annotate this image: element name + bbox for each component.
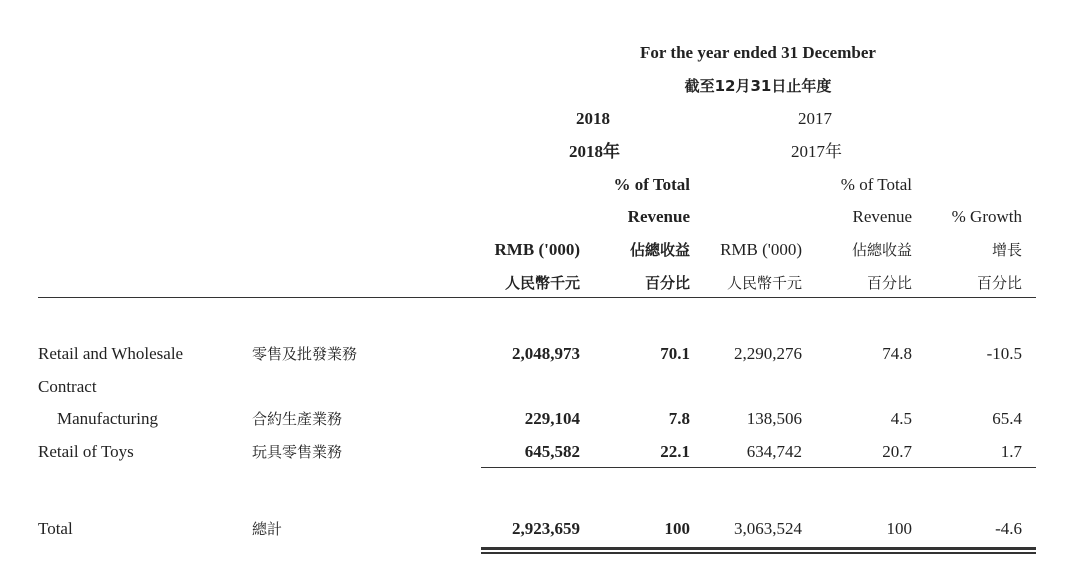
col-pct2018-line2: Revenue xyxy=(627,207,690,226)
period-heading: For the year ended 31 December xyxy=(640,43,876,62)
col-pct2017-line1: % of Total xyxy=(840,175,912,194)
col-rmb2018-en: RMB ('000) xyxy=(494,240,580,259)
row-label-en: Retail of Toys xyxy=(38,442,134,461)
pct-2018-cell: 7.8 xyxy=(668,409,690,428)
rmb-2018-cell: 2,048,973 xyxy=(512,344,580,363)
col-growth-cn1: 增長 xyxy=(991,241,1022,259)
total-label-cn: 總計 xyxy=(252,520,283,538)
row-label-cn: 玩具零售業務 xyxy=(252,443,343,461)
period-heading-cn: 截至12月31日止年度 xyxy=(684,77,832,95)
row-label-en: Retail and Wholesale xyxy=(38,344,184,363)
row-label-en: Contract xyxy=(38,377,97,396)
col-pct2017-line2: Revenue xyxy=(852,207,912,226)
total-pct-2017: 100 xyxy=(886,519,912,538)
rmb-2017-cell: 2,290,276 xyxy=(734,344,802,363)
double-rule-bottom xyxy=(481,552,1036,554)
pct-2017-cell: 74.8 xyxy=(882,344,912,363)
rmb-2017-cell: 138,506 xyxy=(746,409,802,428)
total-rmb-2017: 3,063,524 xyxy=(734,519,802,538)
pct-2018-cell: 70.1 xyxy=(660,344,690,363)
header-rule xyxy=(38,297,1036,298)
total-pct-2018: 100 xyxy=(664,519,690,538)
col-pct2017-cn2: 百分比 xyxy=(866,274,912,292)
col-rmb2017-cn: 人民幣千元 xyxy=(726,274,802,292)
row-label-cn: 零售及批發業務 xyxy=(252,345,358,363)
total-growth: -4.6 xyxy=(995,519,1022,538)
pct-2018-cell: 22.1 xyxy=(660,442,690,461)
year-2017-label: 2017 xyxy=(798,109,832,128)
subtotal-rule xyxy=(481,467,1036,468)
col-growth-cn2: 百分比 xyxy=(976,274,1022,292)
year-2018-cn-label: 2018年 xyxy=(569,142,620,161)
rmb-2017-cell: 634,742 xyxy=(746,442,802,461)
year-2017-cn-label: 2017年 xyxy=(791,142,842,161)
row-label-en-cont: Manufacturing xyxy=(57,409,159,428)
col-rmb2018-cn: 人民幣千元 xyxy=(504,274,580,292)
pct-2017-cell: 20.7 xyxy=(882,442,912,461)
pct-2017-cell: 4.5 xyxy=(890,409,912,428)
rmb-2018-cell: 645,582 xyxy=(524,442,580,461)
growth-cell: 65.4 xyxy=(992,409,1022,428)
row-label-cn: 合約生產業務 xyxy=(252,410,343,428)
col-pct2018-cn2: 百分比 xyxy=(644,274,690,292)
col-growth-en: % Growth xyxy=(951,207,1022,226)
total-label-en: Total xyxy=(38,519,73,538)
year-2018-label: 2018 xyxy=(576,109,610,128)
col-pct2017-cn1: 佔總收益 xyxy=(851,241,912,259)
growth-cell: -10.5 xyxy=(986,344,1022,363)
rmb-2018-cell: 229,104 xyxy=(524,409,580,428)
double-rule-top xyxy=(481,547,1036,550)
col-pct2018-cn1: 佔總收益 xyxy=(629,241,690,259)
col-pct2018-line1: % of Total xyxy=(613,175,690,194)
total-rmb-2018: 2,923,659 xyxy=(512,519,580,538)
col-rmb2017-en: RMB ('000) xyxy=(720,240,802,259)
growth-cell: 1.7 xyxy=(1000,442,1022,461)
